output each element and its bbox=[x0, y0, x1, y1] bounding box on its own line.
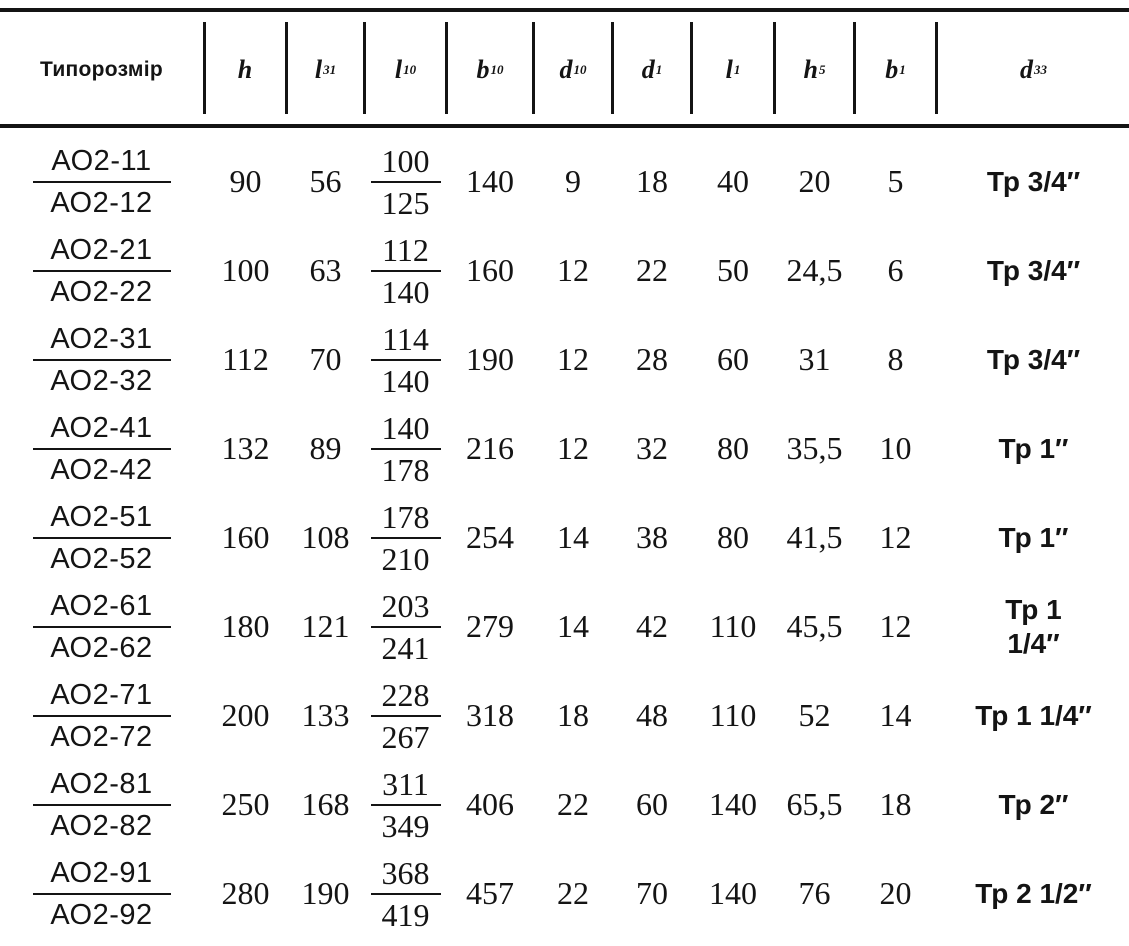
table-row bbox=[0, 849, 1129, 938]
l31-cell: 108 bbox=[301, 519, 350, 555]
d33-cell: Тр 1 1/4″ bbox=[975, 699, 1092, 731]
type-bottom: АО2-92 bbox=[50, 898, 153, 931]
d10-cell: 12 bbox=[557, 252, 589, 288]
l31-cell: 56 bbox=[309, 163, 342, 199]
header-l10-sub: 10 bbox=[403, 62, 417, 77]
type-top: АО2-51 bbox=[50, 500, 153, 533]
l10-bottom: 140 bbox=[381, 273, 430, 310]
b10-cell: 190 bbox=[466, 341, 514, 377]
l31-cell: 70 bbox=[309, 341, 342, 377]
l1-cell: 80 bbox=[717, 519, 749, 555]
type-top: АО2-91 bbox=[50, 856, 153, 889]
d1-cell: 70 bbox=[636, 875, 668, 911]
l10-top: 140 bbox=[381, 409, 430, 446]
type-cell bbox=[0, 493, 203, 582]
l31-cell: 121 bbox=[301, 608, 350, 644]
l10-bottom: 178 bbox=[381, 451, 430, 488]
b10-cell: 457 bbox=[466, 875, 514, 911]
header-b10 bbox=[448, 40, 532, 100]
header-h bbox=[206, 40, 285, 100]
l10-top: 112 bbox=[382, 231, 429, 268]
table-row bbox=[0, 493, 1129, 582]
l31-cell: 168 bbox=[301, 786, 350, 822]
header-h5 bbox=[776, 40, 853, 100]
d1-cell: 32 bbox=[636, 430, 668, 466]
d1-cell: 28 bbox=[636, 341, 668, 377]
type-cell bbox=[0, 137, 203, 226]
fraction-bar bbox=[33, 359, 171, 361]
b10-cell: 318 bbox=[466, 697, 514, 733]
type-top: АО2-31 bbox=[50, 322, 153, 355]
header-l1-base: l bbox=[725, 55, 733, 84]
header-d33 bbox=[938, 40, 1129, 100]
l10-bottom: 210 bbox=[381, 540, 430, 577]
l10-bottom: 349 bbox=[381, 807, 430, 844]
l10-top: 368 bbox=[381, 854, 430, 891]
d33-cell: Тр 1″ bbox=[998, 521, 1069, 553]
b1-cell: 20 bbox=[879, 875, 912, 911]
d10-cell: 9 bbox=[565, 163, 581, 199]
type-bottom: АО2-72 bbox=[50, 720, 153, 753]
fraction-bar bbox=[371, 270, 441, 272]
l10-cell bbox=[366, 404, 445, 493]
type-cell bbox=[0, 671, 203, 760]
l10-bottom: 419 bbox=[381, 896, 430, 933]
type-cell bbox=[0, 849, 203, 938]
l10-cell bbox=[366, 315, 445, 404]
l10-cell bbox=[366, 493, 445, 582]
l1-cell: 110 bbox=[709, 697, 757, 733]
header-h-base: h bbox=[237, 55, 253, 84]
d1-cell: 38 bbox=[636, 519, 668, 555]
table-row bbox=[0, 582, 1129, 671]
fraction-bar bbox=[33, 893, 171, 895]
h5-cell: 20 bbox=[798, 163, 831, 199]
header-l31 bbox=[288, 40, 363, 100]
h5-cell: 31 bbox=[798, 341, 831, 377]
h5-cell: 45,5 bbox=[786, 608, 843, 644]
d1-cell: 48 bbox=[636, 697, 668, 733]
header-l1 bbox=[693, 40, 773, 100]
fraction-bar bbox=[371, 715, 441, 717]
type-bottom: АО2-82 bbox=[50, 809, 153, 842]
l31-cell: 63 bbox=[309, 252, 342, 288]
b10-cell: 140 bbox=[466, 163, 514, 199]
b10-cell: 160 bbox=[466, 252, 514, 288]
d1-cell: 22 bbox=[636, 252, 668, 288]
header-b1 bbox=[856, 40, 935, 100]
fraction-bar bbox=[371, 804, 441, 806]
fraction-bar bbox=[371, 537, 441, 539]
d10-cell: 22 bbox=[557, 786, 589, 822]
fraction-bar bbox=[33, 804, 171, 806]
fraction-bar bbox=[371, 181, 441, 183]
type-cell bbox=[0, 404, 203, 493]
d10-cell: 14 bbox=[557, 519, 589, 555]
l10-top: 203 bbox=[381, 587, 430, 624]
table-row bbox=[0, 671, 1129, 760]
h5-cell: 41,5 bbox=[786, 519, 843, 555]
b1-cell: 6 bbox=[887, 252, 904, 288]
header-l31-base: l bbox=[314, 55, 323, 84]
d1-cell: 60 bbox=[636, 786, 668, 822]
b1-cell: 12 bbox=[879, 608, 912, 644]
table-row bbox=[0, 760, 1129, 849]
header-l10-base: l bbox=[394, 55, 403, 84]
type-top: АО2-11 bbox=[51, 144, 152, 177]
fraction-bar bbox=[33, 715, 171, 717]
h-cell: 250 bbox=[221, 786, 270, 822]
b10-cell: 279 bbox=[466, 608, 514, 644]
d10-cell: 18 bbox=[557, 697, 589, 733]
type-bottom: АО2-12 bbox=[50, 186, 153, 219]
type-top: АО2-71 bbox=[50, 678, 153, 711]
header-h5-base: h bbox=[803, 55, 818, 84]
header-d10 bbox=[535, 40, 611, 100]
fraction-bar bbox=[33, 537, 171, 539]
d33-cell: Тр 2″ bbox=[998, 788, 1069, 820]
fraction-bar bbox=[33, 181, 171, 183]
d10-cell: 12 bbox=[557, 430, 589, 466]
l1-cell: 140 bbox=[709, 875, 757, 911]
b1-cell: 14 bbox=[879, 697, 912, 733]
b1-cell: 8 bbox=[887, 341, 904, 377]
l10-top: 100 bbox=[381, 142, 430, 179]
header-b1-sub: 1 bbox=[899, 62, 906, 77]
h5-cell: 24,5 bbox=[786, 252, 843, 288]
top-rule bbox=[0, 8, 1129, 12]
h-cell: 160 bbox=[221, 519, 270, 555]
l10-bottom: 241 bbox=[381, 629, 430, 666]
header-d33-sub: 33 bbox=[1034, 62, 1047, 77]
b10-cell: 406 bbox=[466, 786, 514, 822]
type-top: АО2-41 bbox=[50, 411, 153, 444]
d10-cell: 12 bbox=[557, 341, 589, 377]
header-b1-base: b bbox=[885, 55, 899, 84]
h-cell: 112 bbox=[222, 341, 269, 377]
d33-cell: Тр 1″ bbox=[998, 432, 1069, 464]
l10-cell bbox=[366, 582, 445, 671]
d10-cell: 14 bbox=[557, 608, 589, 644]
table-row bbox=[0, 404, 1129, 493]
type-bottom: АО2-52 bbox=[50, 542, 153, 575]
b1-cell: 18 bbox=[879, 786, 912, 822]
header-d33-base: d bbox=[1020, 55, 1033, 84]
l10-cell bbox=[366, 671, 445, 760]
b1-cell: 5 bbox=[887, 163, 904, 199]
l31-cell: 89 bbox=[309, 430, 342, 466]
h-cell: 200 bbox=[221, 697, 270, 733]
l31-cell: 190 bbox=[301, 875, 350, 911]
d1-cell: 42 bbox=[636, 608, 668, 644]
type-bottom: АО2-62 bbox=[50, 631, 153, 664]
type-cell bbox=[0, 315, 203, 404]
header-l31-sub: 31 bbox=[323, 62, 337, 77]
d33-cell: Тр 1 1/4″ bbox=[1005, 593, 1062, 659]
type-bottom: АО2-42 bbox=[50, 453, 153, 486]
d33-cell: Тр 3/4″ bbox=[986, 343, 1081, 375]
table-row bbox=[0, 226, 1129, 315]
type-cell bbox=[0, 226, 203, 315]
b1-cell: 12 bbox=[879, 519, 912, 555]
header-l10 bbox=[366, 40, 445, 100]
type-top: АО2-81 bbox=[50, 767, 153, 800]
l10-top: 114 bbox=[382, 320, 429, 357]
l1-cell: 80 bbox=[717, 430, 749, 466]
l1-cell: 40 bbox=[717, 163, 749, 199]
l31-cell: 133 bbox=[301, 697, 350, 733]
h-cell: 132 bbox=[221, 430, 270, 466]
l1-cell: 60 bbox=[717, 341, 749, 377]
fraction-bar bbox=[371, 626, 441, 628]
l10-bottom: 125 bbox=[381, 184, 430, 221]
h-cell: 100 bbox=[221, 252, 270, 288]
l1-cell: 140 bbox=[709, 786, 757, 822]
d33-cell: Тр 2 1/2″ bbox=[975, 877, 1092, 909]
d10-cell: 22 bbox=[557, 875, 589, 911]
l10-bottom: 140 bbox=[381, 362, 430, 399]
header-d1-base: d bbox=[641, 55, 655, 84]
header-h5-sub: 5 bbox=[818, 62, 826, 77]
l10-cell bbox=[366, 760, 445, 849]
b1-cell: 10 bbox=[879, 430, 912, 466]
header-b10-sub: 10 bbox=[490, 62, 504, 77]
d1-cell: 18 bbox=[636, 163, 668, 199]
l10-top: 228 bbox=[381, 676, 430, 713]
table-row bbox=[0, 315, 1129, 404]
b10-cell: 254 bbox=[466, 519, 514, 555]
type-cell bbox=[0, 582, 203, 671]
h5-cell: 52 bbox=[798, 697, 831, 733]
type-top: АО2-61 bbox=[50, 589, 153, 622]
l10-cell bbox=[366, 226, 445, 315]
l1-cell: 50 bbox=[717, 252, 749, 288]
d33-cell: Тр 3/4″ bbox=[986, 254, 1081, 286]
h-cell: 280 bbox=[221, 875, 270, 911]
fraction-bar bbox=[33, 448, 171, 450]
type-bottom: АО2-22 bbox=[50, 275, 153, 308]
type-top: АО2-21 bbox=[50, 233, 153, 266]
h5-cell: 76 bbox=[798, 875, 831, 911]
header-d1 bbox=[614, 40, 690, 100]
l10-cell bbox=[366, 849, 445, 938]
l10-top: 178 bbox=[381, 498, 430, 535]
fraction-bar bbox=[371, 359, 441, 361]
l1-cell: 110 bbox=[709, 608, 757, 644]
type-bottom: АО2-32 bbox=[50, 364, 153, 397]
h5-cell: 65,5 bbox=[786, 786, 843, 822]
l10-cell bbox=[366, 137, 445, 226]
fraction-bar bbox=[33, 626, 171, 628]
h-cell: 180 bbox=[221, 608, 270, 644]
fraction-bar bbox=[371, 448, 441, 450]
fraction-bar bbox=[371, 893, 441, 895]
fraction-bar bbox=[33, 270, 171, 272]
header-rule bbox=[0, 124, 1129, 128]
type-cell bbox=[0, 760, 203, 849]
d33-cell: Тр 3/4″ bbox=[986, 165, 1081, 197]
h5-cell: 35,5 bbox=[786, 430, 843, 466]
header-d1-sub: 1 bbox=[655, 62, 663, 77]
header-b10-base: b bbox=[476, 55, 490, 84]
header-l1-sub: 1 bbox=[733, 62, 741, 77]
header-d10-base: d bbox=[559, 55, 573, 84]
l10-top: 311 bbox=[382, 765, 429, 802]
b10-cell: 216 bbox=[466, 430, 514, 466]
h-cell: 90 bbox=[229, 163, 262, 199]
table-row bbox=[0, 137, 1129, 226]
header-type: Типорозмір bbox=[40, 58, 163, 81]
header-d10-sub: 10 bbox=[573, 62, 587, 77]
l10-bottom: 267 bbox=[381, 718, 430, 755]
